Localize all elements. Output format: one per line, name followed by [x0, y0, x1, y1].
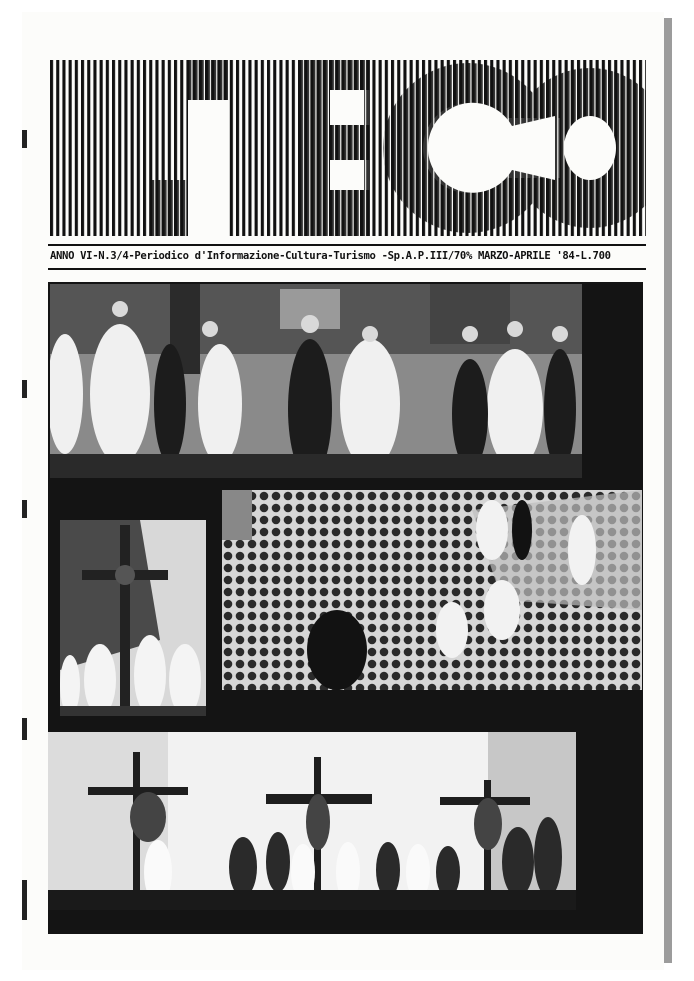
- issue-volume: ANNO VI-N.3/4: [50, 250, 129, 262]
- postal-code: -Sp.A.P.III/70%: [381, 250, 472, 262]
- binding-mark: [22, 380, 27, 398]
- photo-crowd-procession: [222, 490, 642, 690]
- photo-altar-ceremony: [50, 284, 582, 478]
- binding-mark: [22, 718, 27, 740]
- bottom-rule: [48, 268, 646, 270]
- photo-image-icon: [50, 284, 582, 478]
- photo-image-icon: [60, 520, 206, 716]
- masthead-logo: [50, 60, 646, 236]
- issue-info-line: [50, 250, 646, 262]
- issue-price: -L.700: [574, 250, 611, 262]
- binding-mark: [22, 880, 27, 920]
- eco-logo-graphic: [50, 60, 646, 236]
- page-edge-shadow: [664, 18, 672, 963]
- photo-crucifixion-scene: [48, 732, 576, 910]
- issue-description: -Periodico d'Informazione-Cultura-Turismo: [128, 250, 376, 262]
- photo-collage: [48, 282, 643, 934]
- binding-mark: [22, 500, 27, 518]
- issue-date: MARZO-APRILE '84: [478, 250, 575, 262]
- binding-mark: [22, 130, 27, 148]
- photo-image-icon: [48, 732, 576, 910]
- top-rule: [48, 244, 646, 246]
- photo-processional-cross: [60, 520, 206, 716]
- photo-image-icon: [222, 490, 642, 690]
